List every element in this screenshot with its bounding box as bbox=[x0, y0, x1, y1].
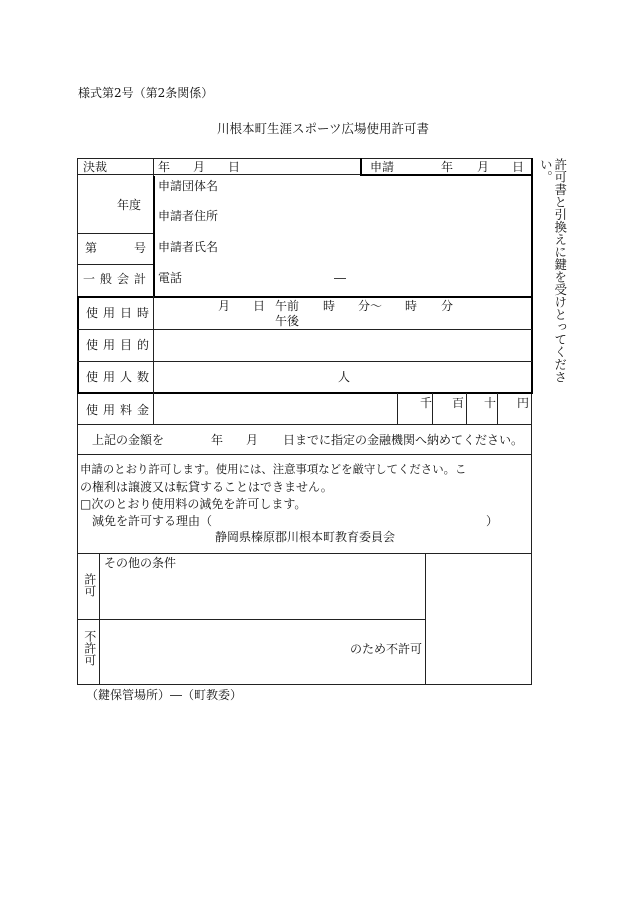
application-year: 年 bbox=[441, 160, 454, 174]
form-number: 様式第2号（第2条関係） bbox=[78, 86, 214, 100]
approval-day: 日 bbox=[228, 160, 241, 174]
page-title: 川根本町生涯スポーツ広場使用許可書 bbox=[217, 121, 430, 136]
fee-unit-ten: 十 bbox=[484, 396, 497, 410]
applicant-box-left bbox=[153, 176, 155, 296]
fiscal-year-separator bbox=[77, 233, 154, 234]
fee-divider-2 bbox=[432, 393, 433, 425]
usage-box-bottom bbox=[77, 392, 532, 394]
approval-year: 年 bbox=[158, 160, 171, 174]
phone-label: 電話 bbox=[158, 271, 183, 285]
number-go: 号 bbox=[134, 241, 147, 255]
usage-datetime-label: 使用日時 bbox=[86, 306, 155, 320]
approval-row-bottom-line bbox=[77, 174, 361, 175]
usage-minute-end: 分 bbox=[441, 299, 454, 313]
payment-year: 年 bbox=[211, 433, 224, 447]
application-month: 月 bbox=[477, 160, 490, 174]
denial-text: のため不許可 bbox=[350, 642, 423, 656]
fee-unit-yen: 円 bbox=[517, 396, 530, 410]
fee-row-bottom bbox=[77, 424, 532, 425]
headcount-unit: 人 bbox=[338, 370, 351, 384]
fee-divider-3 bbox=[466, 393, 467, 425]
permission-line-2: の権利は譲渡又は転貸することはできません。 bbox=[80, 480, 333, 494]
fee-divider-4 bbox=[497, 393, 498, 425]
group-name-label: 申請団体名 bbox=[158, 179, 219, 193]
usage-minute-start: 分～ bbox=[358, 299, 383, 313]
purpose-separator bbox=[77, 361, 532, 362]
frame-top-line bbox=[77, 158, 532, 159]
application-box-bottom bbox=[360, 174, 532, 176]
fee-unit-hundred: 百 bbox=[452, 396, 465, 410]
usage-box-top bbox=[77, 296, 532, 298]
frame-bottom-line bbox=[77, 684, 532, 685]
usage-hour-end: 時 bbox=[405, 299, 418, 313]
usage-am: 午前 bbox=[275, 299, 300, 313]
payment-suffix: 日までに指定の金融機関へ納めてください。 bbox=[283, 433, 524, 447]
permit-denial-separator bbox=[77, 619, 426, 620]
approval-label: 決裁 bbox=[83, 160, 108, 174]
number-dai: 第 bbox=[85, 241, 98, 255]
frame-left-line bbox=[77, 158, 78, 685]
headcount-label: 使用人数 bbox=[86, 370, 155, 384]
application-label: 申請 bbox=[370, 160, 395, 174]
usage-month: 月 bbox=[218, 299, 231, 313]
usage-day: 日 bbox=[253, 299, 266, 313]
reduction-reason-close: ） bbox=[486, 514, 499, 528]
fee-label: 使用料金 bbox=[86, 403, 155, 417]
applicant-name-label: 申請者氏名 bbox=[158, 240, 219, 254]
payment-prefix: 上記の金額を bbox=[92, 433, 165, 447]
side-note: 許可書と引換えに鍵を受けとってください。 bbox=[538, 158, 568, 383]
approval-month: 月 bbox=[193, 160, 206, 174]
fee-unit-thousand: 千 bbox=[420, 396, 433, 410]
application-day: 日 bbox=[512, 160, 525, 174]
permit-label: 許可 bbox=[82, 573, 97, 597]
phone-dash: ― bbox=[334, 271, 346, 285]
other-conditions-label: その他の条件 bbox=[104, 556, 177, 570]
key-location-footer: （鍵保管場所）―（町教委） bbox=[86, 688, 243, 702]
address-label: 申請者住所 bbox=[158, 209, 219, 223]
usage-pm: 午後 bbox=[275, 314, 300, 328]
issuer-name: 静岡県榛原郡川根本町教育委員会 bbox=[215, 530, 396, 544]
datetime-separator bbox=[77, 329, 532, 330]
fee-divider-1 bbox=[397, 393, 398, 425]
usage-hour-start: 時 bbox=[323, 299, 336, 313]
permission-block-bottom bbox=[77, 553, 532, 554]
payment-month: 月 bbox=[246, 433, 259, 447]
denial-label: 不許可 bbox=[82, 630, 97, 666]
number-separator bbox=[77, 264, 154, 265]
purpose-label: 使用目的 bbox=[86, 338, 155, 352]
reduction-checkbox-line: □次のとおり使用料の減免を許可します。 bbox=[80, 497, 307, 511]
payment-row-bottom bbox=[77, 454, 532, 455]
permission-line-1: 申請のとおり許可します。使用には、注意事項などを厳守してください。こ bbox=[80, 462, 467, 476]
account-label: 一般会計 bbox=[83, 272, 152, 286]
reduction-reason-label: 減免を許可する理由（ bbox=[92, 514, 213, 528]
fiscal-year-label: 年度 bbox=[117, 198, 142, 212]
usage-box-left bbox=[77, 296, 79, 394]
thick-right-border bbox=[531, 158, 533, 394]
